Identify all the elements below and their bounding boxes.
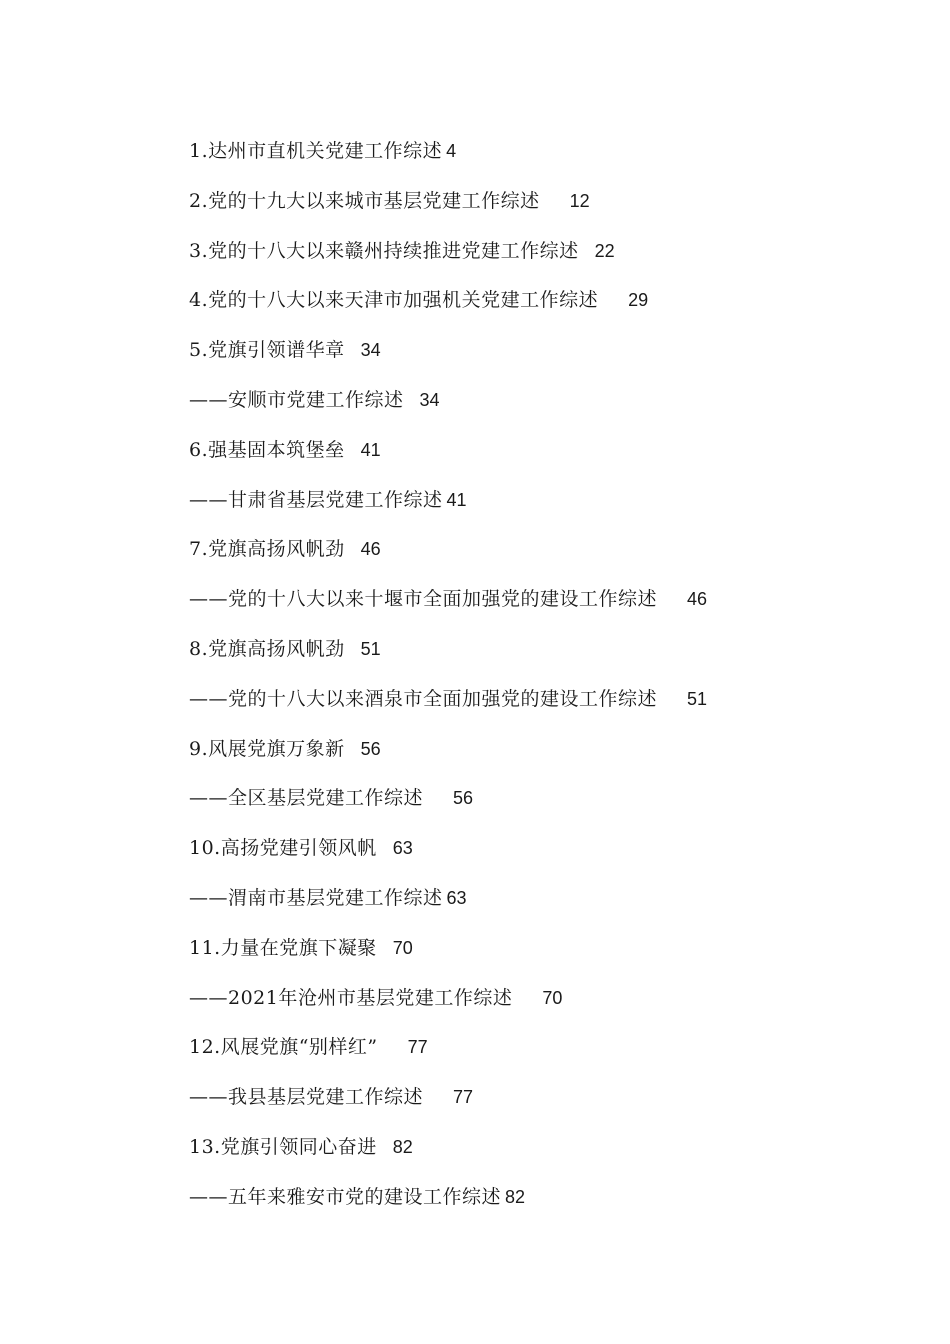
toc-entry-title: ——五年来雅安市党的建设工作综述	[189, 1185, 502, 1208]
toc-entry-title: 7.党旗高扬风帆劲	[189, 538, 345, 561]
toc-entry[interactable]	[189, 729, 889, 779]
toc-entry-title: 12.风展党旗“别样红”	[189, 1036, 378, 1059]
toc-entry-title: 4.党的十八大以来天津市加强机关党建工作综述	[189, 289, 599, 312]
toc-entry-page-number: 46	[360, 539, 381, 560]
toc-entry-title: ——渭南市基层党建工作综述	[189, 886, 443, 909]
toc-entry-title: ——2021年沧州市基层党建工作综述	[189, 986, 513, 1009]
toc-entry-title: 3.党的十八大以来赣州持续推进党建工作综述	[189, 239, 579, 262]
toc-entry-page-number: 82	[392, 1136, 413, 1157]
toc-entry-page-number: 22	[594, 240, 615, 261]
toc-entry[interactable]	[189, 1177, 889, 1227]
toc-entry-title: 10.高扬党建引领风帆	[189, 837, 377, 860]
toc-entry-title: 13.党旗引领同心奋进	[189, 1135, 377, 1158]
toc-entry[interactable]	[189, 181, 889, 231]
toc-entry-title: 11.力量在党旗下凝聚	[189, 936, 377, 959]
toc-entry-page-number: 82	[505, 1186, 526, 1207]
toc-entry[interactable]	[189, 579, 889, 629]
toc-entry-title: ——我县基层党建工作综述	[189, 1086, 424, 1109]
toc-entry-page-number: 34	[360, 340, 381, 361]
toc-entry-page-number: 4	[446, 141, 457, 161]
toc-entry-page-number: 56	[360, 738, 381, 759]
toc-entry[interactable]	[189, 1077, 889, 1127]
toc-entry[interactable]	[189, 480, 889, 530]
toc-entry-page-number: 41	[446, 489, 467, 510]
toc-entry-page-number: 77	[453, 1087, 474, 1108]
toc-entry-page-number: 70	[542, 987, 563, 1008]
toc-entry[interactable]	[189, 131, 889, 181]
toc-entry-page-number: 46	[687, 589, 708, 610]
toc-entry-title: 2.党的十九大以来城市基层党建工作综述	[189, 189, 540, 212]
toc-entry[interactable]	[189, 679, 889, 729]
toc-entry[interactable]	[189, 878, 889, 928]
toc-entry-title: 9.风展党旗万象新	[189, 737, 345, 760]
toc-entry-title: 5.党旗引领谱华章	[189, 339, 345, 362]
toc-entry-page-number: 63	[446, 887, 467, 908]
toc-entry-title: 6.强基固本筑堡垒	[189, 438, 345, 461]
toc-entry-title: 1.达州市直机关党建工作综述	[189, 140, 443, 162]
toc-entry-title: ——全区基层党建工作综述	[189, 787, 424, 810]
toc-entry[interactable]	[189, 380, 889, 430]
toc-entry-title: ——安顺市党建工作综述	[189, 388, 404, 411]
toc-entry[interactable]	[189, 280, 889, 330]
toc-entry[interactable]	[189, 1127, 889, 1177]
toc-entry[interactable]	[189, 629, 889, 679]
toc-entry-page-number: 41	[360, 439, 381, 460]
toc-entry[interactable]	[189, 231, 889, 281]
toc-entry-title: ——甘肃省基层党建工作综述	[189, 488, 443, 511]
toc-entry[interactable]	[189, 430, 889, 480]
toc-entry-page-number: 34	[419, 389, 440, 410]
toc-entry[interactable]	[189, 828, 889, 878]
toc-entry[interactable]	[189, 1027, 889, 1077]
toc-entry-title: 8.党旗高扬风帆劲	[189, 637, 345, 660]
toc-entry-page-number: 56	[453, 788, 474, 809]
toc-entry[interactable]	[189, 778, 889, 828]
toc-entry-page-number: 51	[687, 688, 708, 709]
toc-entry-page-number: 29	[628, 290, 649, 311]
table-of-contents	[189, 131, 889, 1227]
toc-entry-page-number: 77	[407, 1037, 428, 1058]
toc-entry-page-number: 12	[569, 190, 590, 211]
toc-entry-page-number: 63	[392, 838, 413, 859]
toc-entry[interactable]	[189, 978, 889, 1028]
toc-entry[interactable]	[189, 928, 889, 978]
toc-entry[interactable]	[189, 330, 889, 380]
toc-entry-page-number: 51	[360, 638, 381, 659]
toc-entry[interactable]	[189, 529, 889, 579]
toc-entry-title: ——党的十八大以来酒泉市全面加强党的建设工作综述	[189, 687, 658, 710]
toc-entry-page-number: 70	[392, 937, 413, 958]
toc-entry-title: ——党的十八大以来十堰市全面加强党的建设工作综述	[189, 588, 658, 611]
